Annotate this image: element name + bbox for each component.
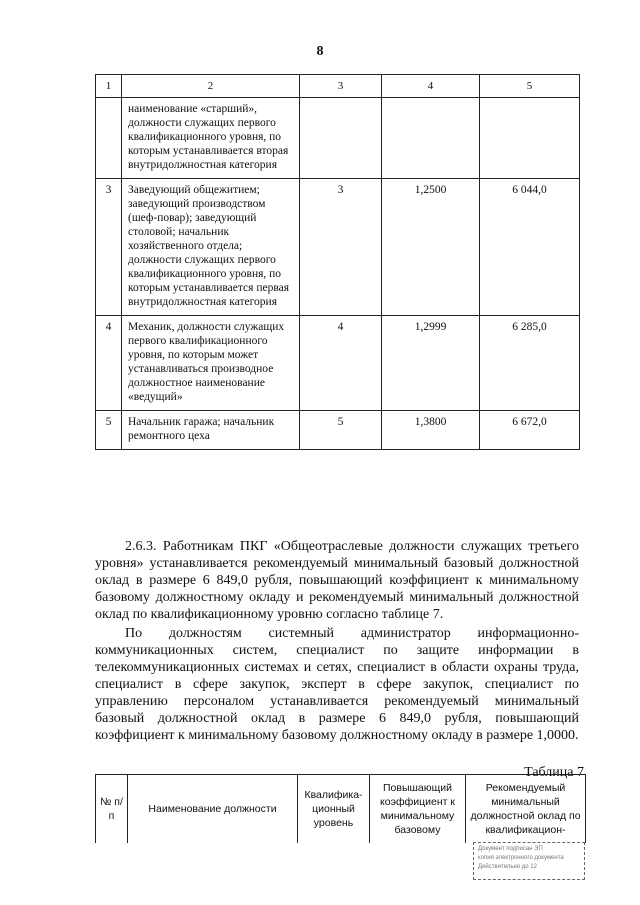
table-row [96,316,580,411]
table-row [96,179,580,316]
position-name: Начальник гаража; начальник ремонтного цеха [122,411,300,450]
stamp-line: копия электронного документа [478,855,564,861]
table-header-row [96,75,580,98]
electronic-signature-stamp [473,842,585,880]
qualification-level: 4 [300,316,382,411]
row-number: 4 [96,316,122,411]
header-position-name: Наименование должности [128,775,298,844]
qualification-level: 5 [300,411,382,450]
row-number: 3 [96,179,122,316]
table-header-row [96,775,586,844]
table-caption: Таблица 7 [524,765,584,780]
column-number: 2 [122,75,300,98]
coefficient: 1,2500 [382,179,480,316]
row-number: 5 [96,411,122,450]
coefficient: 1,3800 [382,411,480,450]
position-name: Заведующий общежитием; заведующий производством (шеф-повар); заведующий столовой; начальник хозяйственного отдела; должности служащих первого квалификационного уровня, по которым устанавливается первая внутридолжностная категория [122,179,300,316]
position-name: наименование «старший», должности служащих первого квалификационного уровня, по которым устанавливается вторая внутридолжностная категория [122,98,300,179]
header-coefficient: Повышающий коэффициент к минимальному базовому [370,775,466,844]
coefficient [382,98,480,179]
header-salary: Рекомендуемый минимальный должностной оклад по квалификацион- [466,775,586,844]
paragraph-positions: По должностям системный администратор информационно-коммуникационных систем, специалист по защите информации в телекоммуникационных системах и сетях, специалист в области охраны труда, специалист в сфере закупок, эксперт в сфере закупок, специалист по управлению персоналом устанавливается рекомендуемый минимальный базовый должностной оклад в размере 6 849,0 рубля, повышающий коэффициент к минимальному базовому должностному окладу в размере 1,0000. [95,626,579,743]
salary [480,98,580,179]
table-7 [95,774,586,843]
header-number: № п/п [96,775,128,844]
stamp-line: Документ подписан ЭП [478,846,543,852]
column-number: 3 [300,75,382,98]
salary: 6 044,0 [480,179,580,316]
stamp-line: Действительно до 12 [478,864,537,870]
position-name: Механик, должности служащих первого квалификационного уровня, по которым может устанавливаться производное должностное наименование «ведущий» [122,316,300,411]
header-qualification-level: Квалифика-ционный уровень [298,775,370,844]
coefficient: 1,2999 [382,316,480,411]
row-number [96,98,122,179]
table-row [96,411,580,450]
salary: 6 672,0 [480,411,580,450]
column-number: 5 [480,75,580,98]
paragraph-2-6-3: 2.6.3. Работникам ПКГ «Общеотраслевые должности служащих третьего уровня» устанавливается рекомендуемый минимальный базовый должностной оклад в размере 6 849,0 рубля, повышающий коэффициент к минимальному базовому должностному окладу и рекомендуемый минимальный должностной оклад по квалификационному уровню согласно таблице 7. [95,539,579,622]
column-number: 4 [382,75,480,98]
qualification-level: 3 [300,179,382,316]
table-row [96,98,580,179]
salary: 6 285,0 [480,316,580,411]
page-number: 8 [316,44,324,59]
qualification-level [300,98,382,179]
column-number: 1 [96,75,122,98]
positions-table [95,74,580,450]
